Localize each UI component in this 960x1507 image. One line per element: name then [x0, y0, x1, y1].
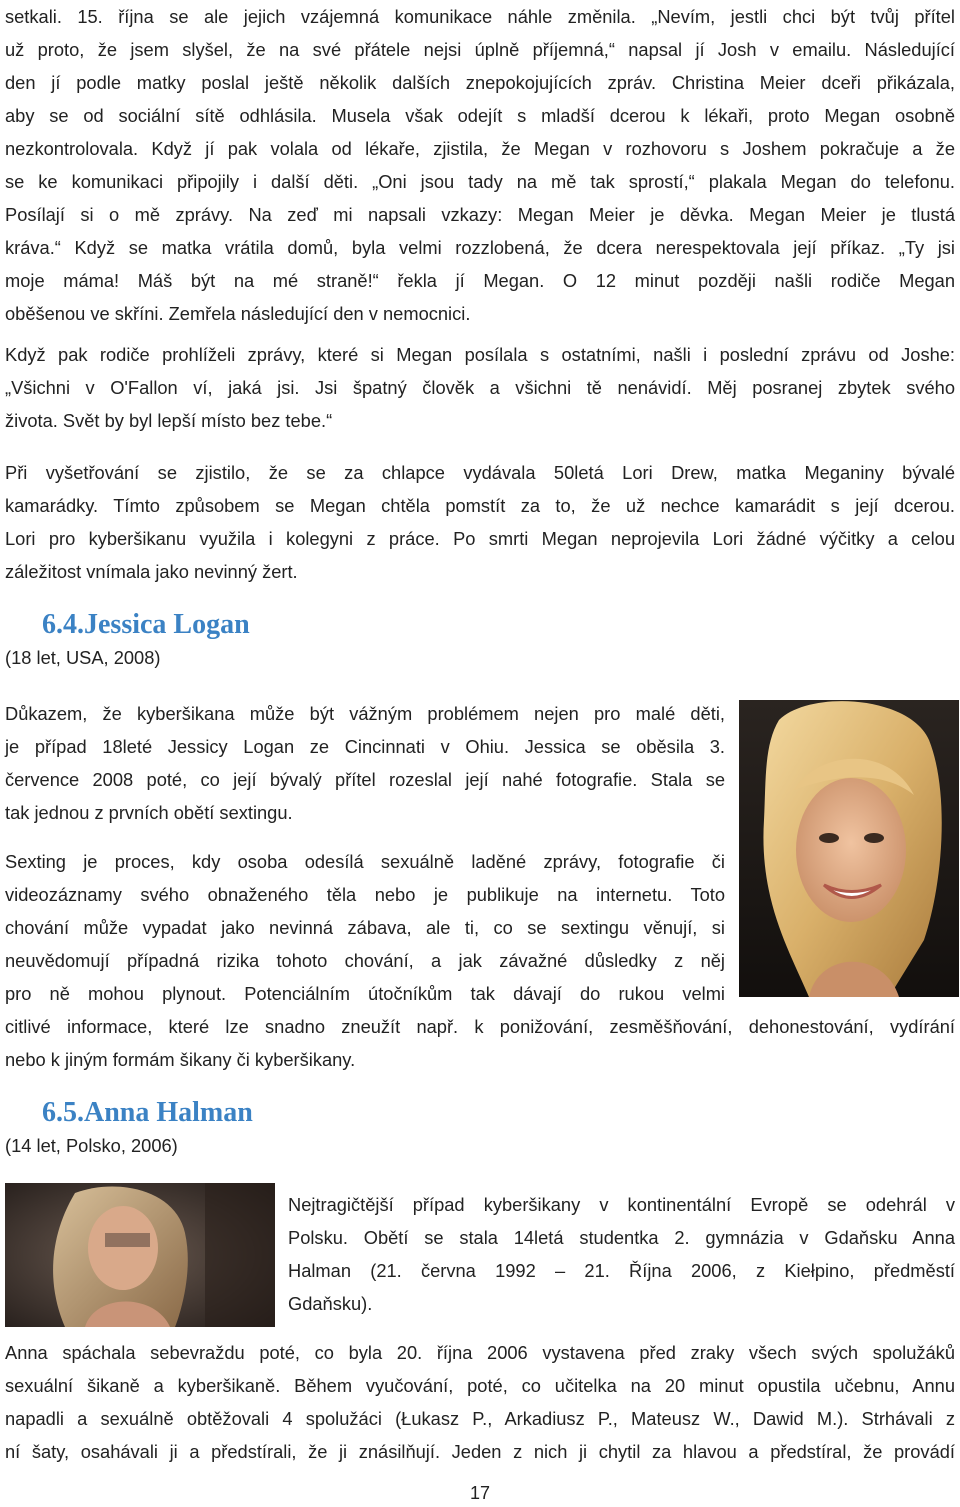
text-line: tak jednou z prvních obětí sextingu.: [5, 802, 293, 823]
text-line: Anna spáchala sebevraždu poté, co byla 20. října 2006 vystavena před zraky všech svých spolužáků: [5, 1342, 955, 1363]
text-line: „Všichni v O'Fallon ví, jaká jsi. Jsi špatný člověk a všichni tě nenávidí. Měj posranej zbytek svého: [5, 377, 955, 398]
text-line: moje máma! Máš být na mé straně!“ řekla jí Megan. O 12 minut později našli rodiče Megan: [5, 270, 955, 291]
paragraph-jessica-case: [5, 697, 725, 829]
text-line: sexuální šikaně a kyberšikaně. Během vyučování, poté, co učitelka na 20 minut opustila učebnu, Annu: [5, 1375, 955, 1396]
paragraph-sexting-continued: [5, 1010, 955, 1076]
text-line: se ke komunikaci připojily i další děti. „Oni jsou tady na mě tak sprostí,“ plakala Megan do telefonu.: [5, 171, 955, 192]
page-number: 17: [469, 1483, 491, 1503]
text-line: nebo k jiným formám šikany či kyberšikany.: [5, 1049, 356, 1070]
text-line: nezkontrolovala. Když jí pak volala od lékaře, zjistila, že Megan v rozhovoru s Joshem pokračuje a že: [5, 138, 955, 159]
section-heading-anna-halman: 6.5.Anna Halman: [42, 1097, 253, 1128]
section-heading-jessica-logan: 6.4.Jessica Logan: [42, 609, 250, 640]
text-line: ní šaty, osahávali ji a předstírali, že ji znásilňují. Jeden z nich ji chytil za hlavou a předstíral, že provádí: [5, 1441, 955, 1462]
text-line: citlivé informace, které lze snadno zneužít např. k ponižování, zesměšňování, dehonestování, vydírání: [5, 1016, 955, 1037]
text-line: života. Svět by byl lepší místo bez tebe.“: [5, 410, 333, 431]
text-line: setkali. 15. října se ale jejich vzájemná komunikace náhle změnila. „Nevím, jestli chci být tvůj přítel: [5, 6, 955, 27]
text-line: videozáznamy svého obnaženého těla nebo je publikuje na internetu. Toto: [5, 884, 725, 905]
paragraph-anna-story: [5, 1336, 955, 1468]
paragraph-last-message: [5, 338, 955, 437]
text-line: den jí podle matky poslal ještě několik dalších znepokojujících zpráv. Christina Meier dceři přikázala,: [5, 72, 955, 93]
text-line: Sexting je proces, kdy osoba odesílá sexuálně laděné zprávy, fotografie či: [5, 851, 725, 872]
section-subtitle-jessica: (18 let, USA, 2008): [5, 647, 161, 668]
text-line: Posílají si o mě zprávy. Na zeď mi napsali vzkazy: Megan Meier je děvka. Megan Meier je tlustá: [5, 204, 955, 225]
text-line: chování může vypadat jako nevinná zábava, ale ti, co se sextingu věnují, si: [5, 917, 725, 938]
anna-halman-photo: [5, 1183, 275, 1327]
text-line: Lori pro kyberšikanu využila i kolegyni z práce. Po smrti Megan neprojevila Lori žádné výčitky a celou: [5, 528, 955, 549]
paragraph-megan-story: [5, 0, 955, 330]
text-line: Nejtragičtější případ kyberšikany v kontinentální Evropě se odehrál v: [288, 1194, 955, 1215]
text-line: července 2008 poté, co její bývalý přítel rozeslal její nahé fotografie. Stala se: [5, 769, 725, 790]
paragraph-sexting-definition: [5, 845, 725, 1010]
paragraph-anna-intro: [288, 1188, 955, 1320]
text-line: aby se od sociální sítě odhlásila. Musela však odejít s mladší dcerou k lékaři, proto Megan osobně: [5, 105, 955, 126]
text-line: Když pak rodiče prohlíželi zprávy, které si Megan posílala s ostatními, našli i poslední zprávu od Joshe:: [5, 344, 955, 365]
text-line: Gdaňsku).: [288, 1293, 373, 1314]
paragraph-investigation: [5, 456, 955, 588]
text-line: oběšenou ve skříni. Zemřela následující den v nemocnici.: [5, 303, 471, 324]
text-line: záležitost vnímala jako nevinný žert.: [5, 561, 298, 582]
text-line: už proto, že jsem slyšel, že na své přátele nejsi úplně příjemná,“ napsal jí Josh v emailu. Následující: [5, 39, 955, 60]
text-line: kamarádky. Tímto způsobem se Megan chtěla pomstít za to, že už nechce kamarádit s její dcerou.: [5, 495, 955, 516]
text-line: neuvědomují případná rizika tohoto chování, a jak závažné důsledky z něj: [5, 950, 725, 971]
text-line: Polsku. Obětí se stala 14letá studentka 2. gymnázia v Gdaňsku Anna: [288, 1227, 955, 1248]
text-line: je případ 18leté Jessicy Logan ze Cincinnati v Ohiu. Jessica se oběsila 3.: [5, 736, 725, 757]
text-line: Při vyšetřování se zjistilo, že se za chlapce vydávala 50letá Lori Drew, matka Meganiny bývalé: [5, 462, 955, 483]
text-line: kráva.“ Když se matka vrátila domů, byla velmi rozzlobená, že dcera nerespektovala její příkaz. „Ty jsi: [5, 237, 955, 258]
text-line: Důkazem, že kyberšikana může být vážným problémem nejen pro malé děti,: [5, 703, 725, 724]
text-line: napadli a sexuálně obtěžovali 4 spolužáci (Łukasz P., Arkadiusz P., Mateusz W., Dawid M.). Strhávali z: [5, 1408, 955, 1429]
section-subtitle-anna: (14 let, Polsko, 2006): [5, 1135, 178, 1156]
text-line: pro ně mohou plynout. Potenciálním útočníkům tak dávají do rukou velmi: [5, 983, 725, 1004]
text-line: Halman (21. června 1992 – 21. Října 2006, z Kiełpino, předměstí: [288, 1260, 955, 1281]
jessica-logan-photo: [739, 700, 959, 997]
